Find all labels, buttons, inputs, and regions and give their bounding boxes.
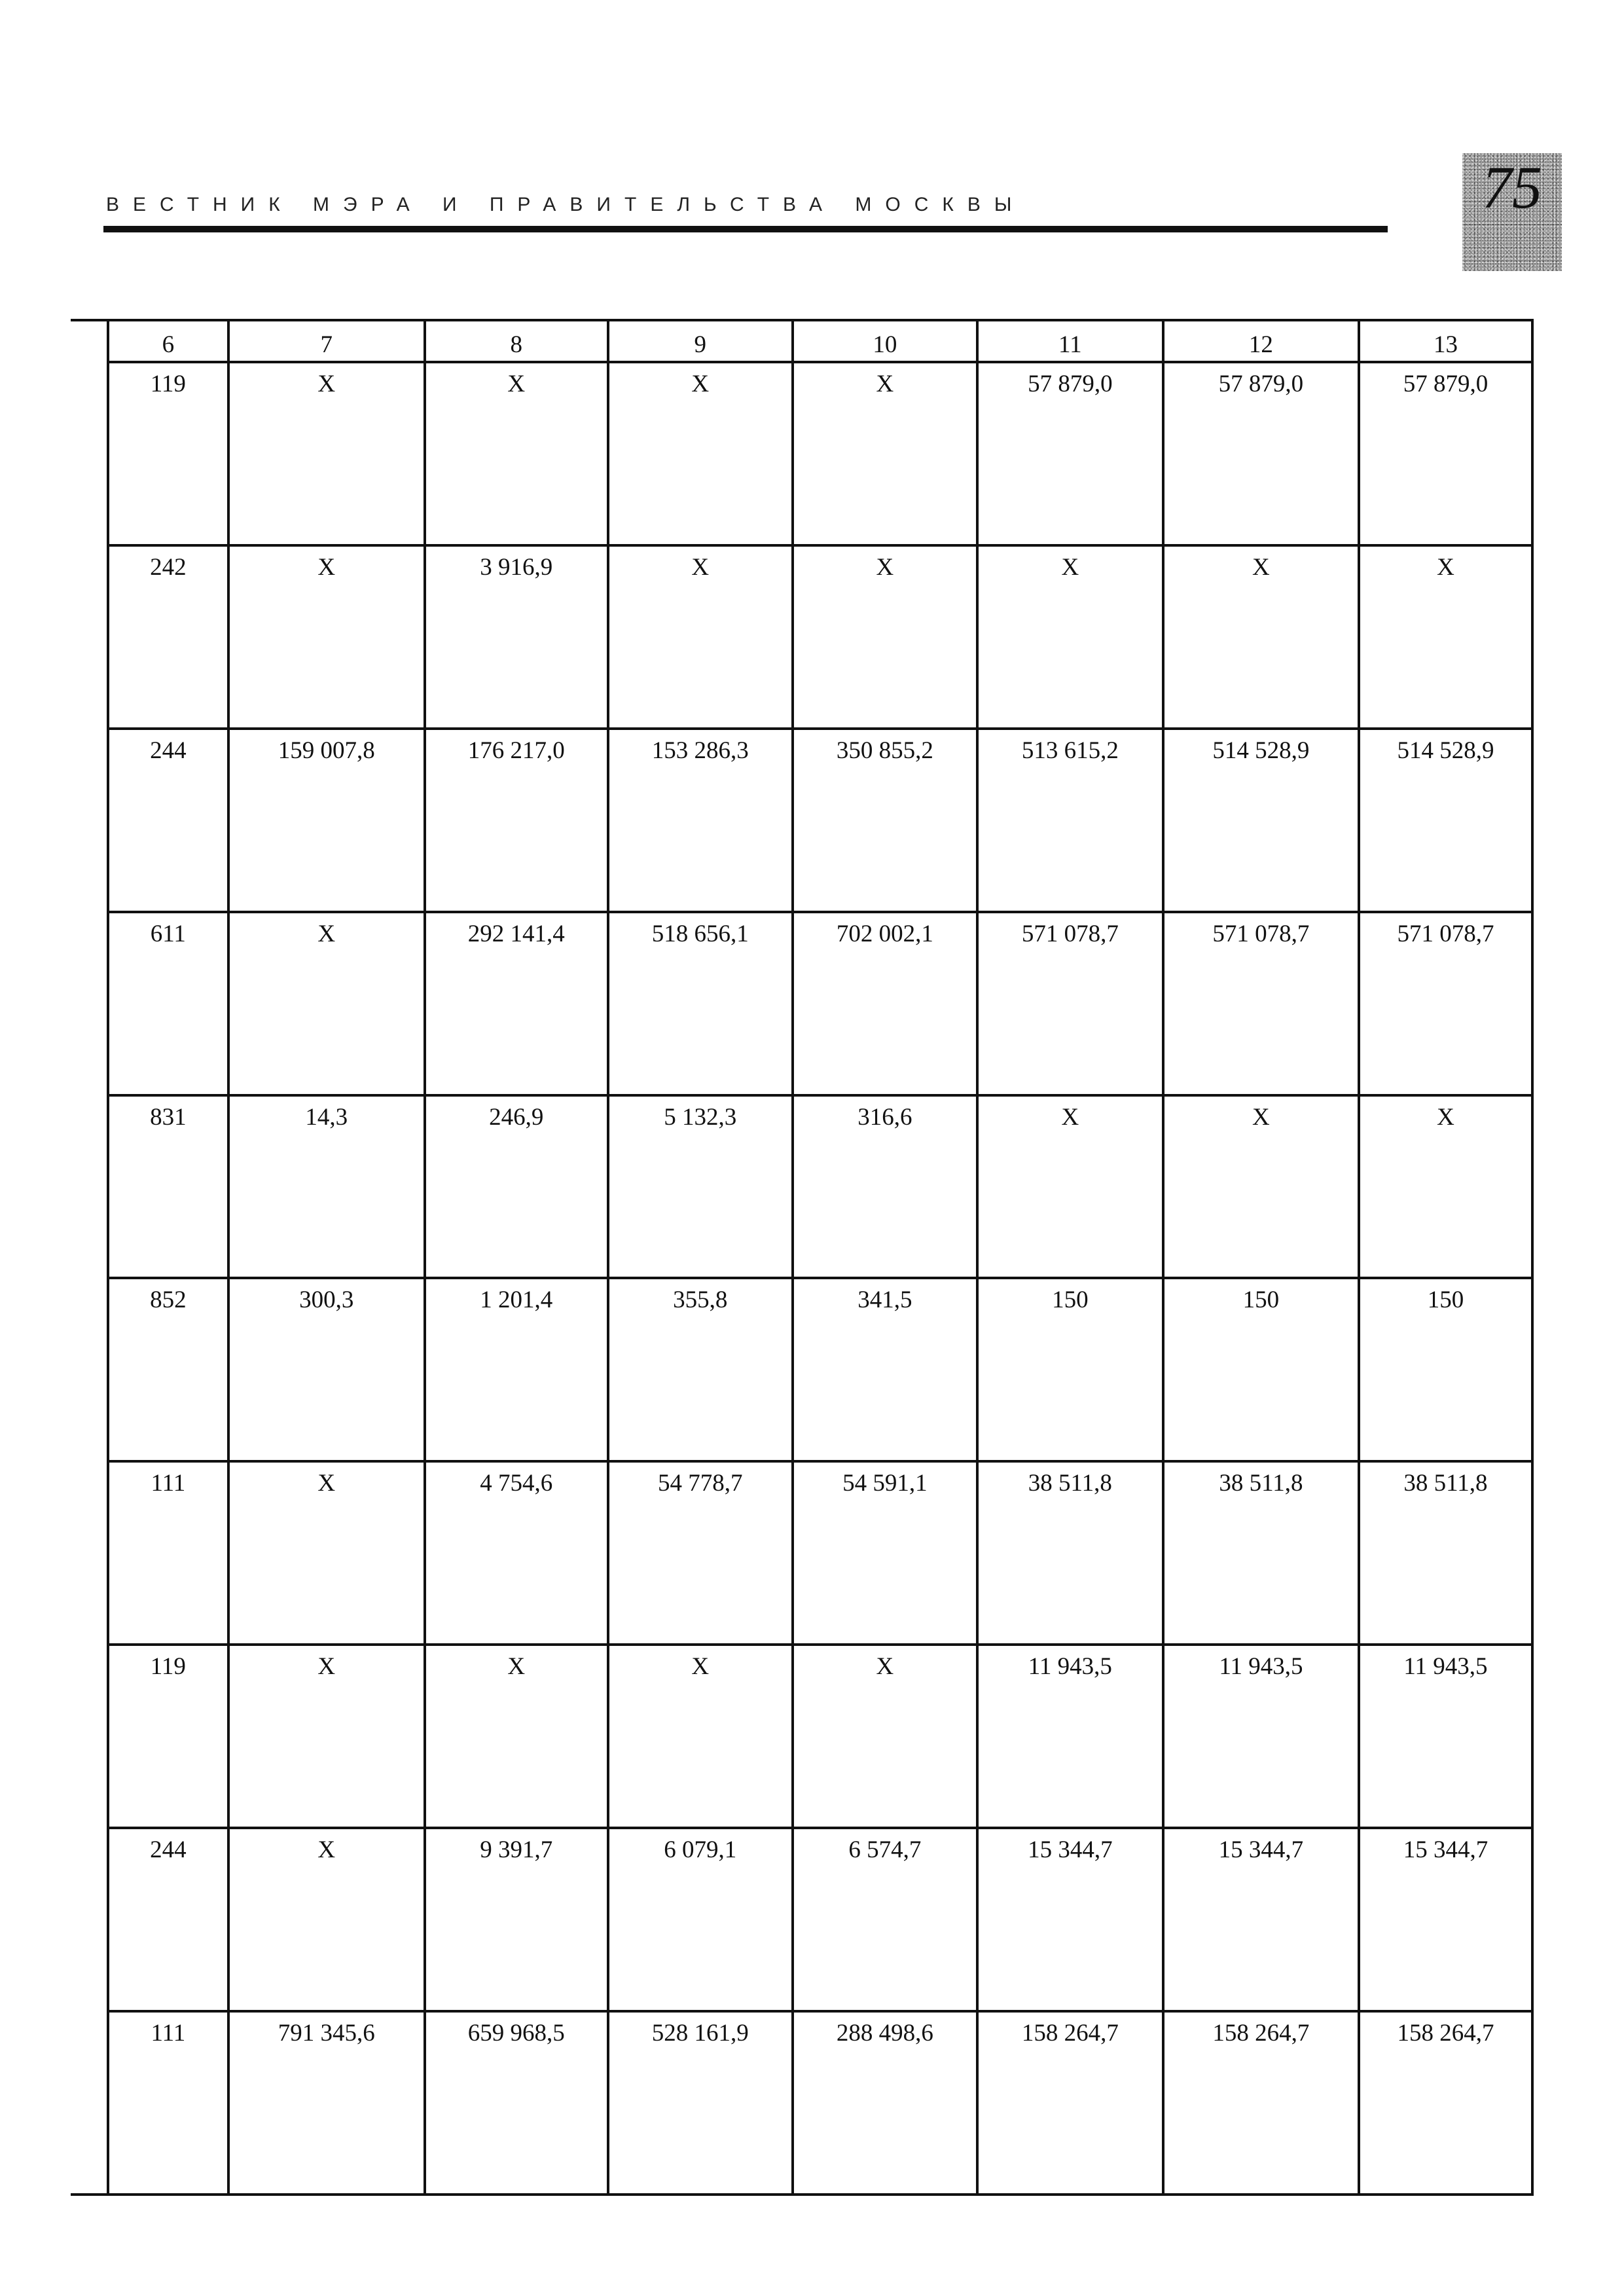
table-cell: 150 bbox=[977, 1278, 1163, 1461]
table-row bbox=[108, 362, 1532, 545]
table-cell: 659 968,5 bbox=[425, 2011, 608, 2195]
table-cell: X bbox=[608, 545, 793, 729]
table-cell: 111 bbox=[108, 2011, 228, 2195]
column-header: 6 bbox=[108, 320, 228, 362]
table-row bbox=[108, 1095, 1532, 1279]
table-cell: X bbox=[425, 1645, 608, 1828]
table-cell: 54 591,1 bbox=[793, 1461, 977, 1645]
table-cell: 158 264,7 bbox=[1163, 2011, 1359, 2195]
table-cell: 57 879,0 bbox=[1359, 362, 1532, 545]
table-cell: 1 201,4 bbox=[425, 1278, 608, 1461]
table-cell: X bbox=[228, 1645, 425, 1828]
table-cell: X bbox=[1163, 545, 1359, 729]
column-header: 10 bbox=[793, 320, 977, 362]
table-row bbox=[108, 1828, 1532, 2011]
table-cell: 57 879,0 bbox=[1163, 362, 1359, 545]
table-cell: 300,3 bbox=[228, 1278, 425, 1461]
table-cell: X bbox=[608, 362, 793, 545]
table-cell: 38 511,8 bbox=[1163, 1461, 1359, 1645]
table-cell: 38 511,8 bbox=[1359, 1461, 1532, 1645]
table-cell: 791 345,6 bbox=[228, 2011, 425, 2195]
table-cell: X bbox=[977, 545, 1163, 729]
table-cell: 119 bbox=[108, 362, 228, 545]
table-row bbox=[108, 729, 1532, 912]
table-cell: 513 615,2 bbox=[977, 729, 1163, 912]
table-cell: 6 574,7 bbox=[793, 1828, 977, 2011]
table-cell: 15 344,7 bbox=[977, 1828, 1163, 2011]
table-cell: 150 bbox=[1163, 1278, 1359, 1461]
table-cell: X bbox=[1359, 1095, 1532, 1279]
table-cell: 9 391,7 bbox=[425, 1828, 608, 2011]
table-cell: 150 bbox=[1359, 1278, 1532, 1461]
table-row bbox=[108, 1278, 1532, 1461]
table-row bbox=[108, 545, 1532, 729]
table-cell: 15 344,7 bbox=[1163, 1828, 1359, 2011]
column-header: 7 bbox=[228, 320, 425, 362]
header-rule bbox=[103, 226, 1388, 232]
page-number-badge bbox=[1462, 153, 1562, 271]
table-cell: 159 007,8 bbox=[228, 729, 425, 912]
table-cell: 246,9 bbox=[425, 1095, 608, 1279]
table-cell: 288 498,6 bbox=[793, 2011, 977, 2195]
column-header: 9 bbox=[608, 320, 793, 362]
table-cell: 5 132,3 bbox=[608, 1095, 793, 1279]
table-cell: X bbox=[608, 1645, 793, 1828]
table-left-edge-top bbox=[71, 319, 110, 321]
table-cell: 292 141,4 bbox=[425, 912, 608, 1095]
table-cell: X bbox=[425, 362, 608, 545]
table-cell: 4 754,6 bbox=[425, 1461, 608, 1645]
table-cell: 528 161,9 bbox=[608, 2011, 793, 2195]
column-header: 8 bbox=[425, 320, 608, 362]
table-cell: X bbox=[228, 545, 425, 729]
table-cell: X bbox=[1359, 545, 1532, 729]
table-cell: 242 bbox=[108, 545, 228, 729]
table-cell: 244 bbox=[108, 729, 228, 912]
table-cell: 316,6 bbox=[793, 1095, 977, 1279]
table-cell: 11 943,5 bbox=[1163, 1645, 1359, 1828]
table-body bbox=[108, 362, 1532, 2195]
table-cell: 57 879,0 bbox=[977, 362, 1163, 545]
table-cell: 514 528,9 bbox=[1359, 729, 1532, 912]
table-row bbox=[108, 2011, 1532, 2195]
table-cell: 54 778,7 bbox=[608, 1461, 793, 1645]
table-cell: 571 078,7 bbox=[1359, 912, 1532, 1095]
table-cell: 355,8 bbox=[608, 1278, 793, 1461]
table-left-edge-bottom bbox=[71, 2193, 110, 2196]
table-cell: 119 bbox=[108, 1645, 228, 1828]
table-cell: X bbox=[793, 1645, 977, 1828]
table-cell: 571 078,7 bbox=[977, 912, 1163, 1095]
column-header: 11 bbox=[977, 320, 1163, 362]
table-cell: 153 286,3 bbox=[608, 729, 793, 912]
table-cell: 244 bbox=[108, 1828, 228, 2011]
table-cell: X bbox=[228, 1461, 425, 1645]
table-cell: 158 264,7 bbox=[1359, 2011, 1532, 2195]
table-cell: X bbox=[1163, 1095, 1359, 1279]
table-cell: X bbox=[228, 362, 425, 545]
table-cell: 3 916,9 bbox=[425, 545, 608, 729]
table-cell: 176 217,0 bbox=[425, 729, 608, 912]
table-cell: X bbox=[977, 1095, 1163, 1279]
table-cell: 702 002,1 bbox=[793, 912, 977, 1095]
table-cell: X bbox=[228, 912, 425, 1095]
table-cell: 111 bbox=[108, 1461, 228, 1645]
table-cell: 852 bbox=[108, 1278, 228, 1461]
table-row bbox=[108, 1461, 1532, 1645]
table-cell: 518 656,1 bbox=[608, 912, 793, 1095]
table-cell: 831 bbox=[108, 1095, 228, 1279]
table-cell: 11 943,5 bbox=[977, 1645, 1163, 1828]
column-header: 13 bbox=[1359, 320, 1532, 362]
table-cell: 158 264,7 bbox=[977, 2011, 1163, 2195]
table-cell: X bbox=[228, 1828, 425, 2011]
column-header: 12 bbox=[1163, 320, 1359, 362]
table-cell: 14,3 bbox=[228, 1095, 425, 1279]
table-cell: 514 528,9 bbox=[1163, 729, 1359, 912]
table-cell: 571 078,7 bbox=[1163, 912, 1359, 1095]
table-cell: 350 855,2 bbox=[793, 729, 977, 912]
table-row bbox=[108, 912, 1532, 1095]
table-cell: 11 943,5 bbox=[1359, 1645, 1532, 1828]
budget-table bbox=[107, 319, 1534, 2196]
table-header bbox=[108, 320, 1532, 362]
table-cell: 341,5 bbox=[793, 1278, 977, 1461]
page-number: 75 bbox=[1482, 154, 1542, 221]
table-cell: 6 079,1 bbox=[608, 1828, 793, 2011]
table-cell: 15 344,7 bbox=[1359, 1828, 1532, 2011]
journal-title: ВЕСТНИК МЭРА И ПРАВИТЕЛЬСТВА МОСКВЫ bbox=[106, 194, 1026, 215]
table-row bbox=[108, 1645, 1532, 1828]
header-row bbox=[108, 320, 1532, 362]
table-cell: X bbox=[793, 362, 977, 545]
table-cell: X bbox=[793, 545, 977, 729]
table-cell: 611 bbox=[108, 912, 228, 1095]
table-cell: 38 511,8 bbox=[977, 1461, 1163, 1645]
